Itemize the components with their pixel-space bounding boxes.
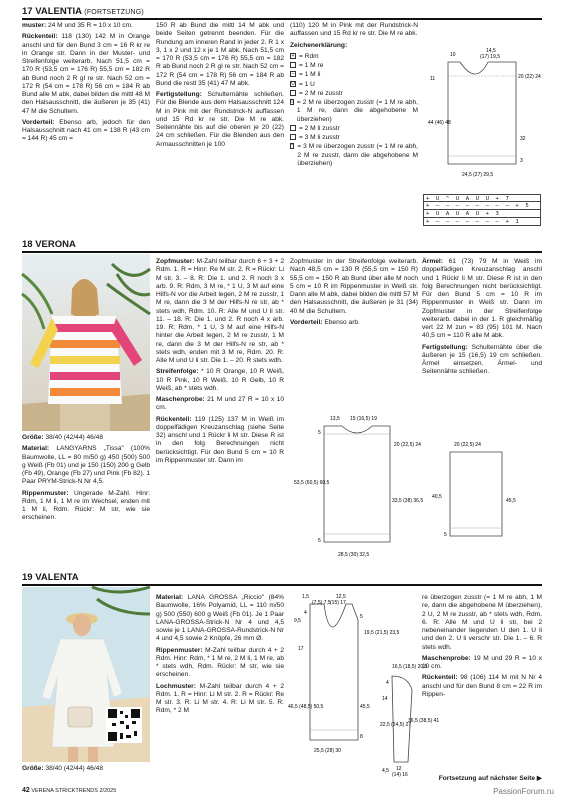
legend-text: = 2 M re überzogen zusstr (= 1 M re abh, 1 M re, dann die abgehobene M überziehen) [296,99,418,123]
sch19-e: 4 [304,610,307,616]
para-heading: Rippenmuster: [22,489,69,497]
legend-item [290,143,418,168]
sch18-f: 33,5 (38) 36,5 [392,498,424,504]
chart-row: + U ^ U A U U + 7 [423,194,541,202]
s18c1-para [22,445,150,486]
sch18-d: 20 (22,5) 24 [394,442,421,448]
para-heading: Rippenmuster: [156,646,203,654]
legend-symbol-icon [290,62,296,68]
sch18-l: 5 [444,532,447,538]
s18c2-para [156,396,284,413]
section-19-header [22,572,542,583]
para-text: Ungerade M-Zahl. Hinr: Rdm, 1 M li, 1 M re im Wechsel, enden mit 1 M li, Rdm. Rückr: M str, wie sie erscheinen. [22,489,150,522]
sch17-n9: 3 [520,158,523,164]
sch19-r: 36,5 (38,5) 41 [408,718,440,724]
sch18-g: 5 [318,538,321,544]
magazine-name: VERENA STRICKTRENDS 2/2025 [31,788,117,794]
size-value-19: 38/40 (42/44) 46/48 [43,765,104,772]
para-text: LANA GROSSA „Riccio" (84% Baumwolle, 16% Polyamid, LL = 110 m/50 g) 500 (550) 600 g Weiß (Fb 01). Je 1 Paar LANA-GROSSA-Strick-N Nr 4 und 4,5 sowie je 1 LANA-GROSSA-Rundstrick-N Nr 4 und 4,5 sowie 2 Knöpfe, 26 mm Ø. [156,594,284,643]
para-heading: Rückenteil: [422,674,458,682]
para-heading: muster: [22,22,47,29]
sch18-a: 13,5 [330,416,340,422]
section-18-header [22,239,542,250]
para-heading: Maschenprobe: [422,654,471,662]
para-text: Schulternähte über die äußeren je 15 (16,5) 19 cm schließen. Ärmel einsetzen. Ärmel- und Seitennähte schließen. [422,343,542,376]
sch19-a: 1,5 [302,594,309,600]
sch19-p: 14 [382,696,388,702]
sch19-g: 5 [360,614,363,620]
sch19-l: 8 [360,734,363,740]
s18c2-para [156,258,284,365]
para-text: 119 (125) 137 M in Weiß im doppelfädigen Kreuzanschlag (siehe Seite 32) anschl und 1 Rückr li M str. Diese R ist in den folg Berechnungen nicht berücksichtigt. Für den Bund 5 cm = 10 R im Rippenmuster str. Dann im [156,415,284,464]
sch19-k: 45,5 [360,704,370,710]
legend-symbol-icon: – [291,71,295,78]
sch19-q: 22,5 (24,5) 27 [380,722,412,728]
legend-title: Zeichenerklärung: [290,41,348,49]
sch19-n: 16,5 (18,5) 20,5 [392,664,428,670]
s19c4-para [422,594,542,652]
section-17-col2 [156,22,284,152]
footer [22,787,116,794]
section-17-subtitle: (FORTSETZUNG) [84,9,144,16]
legend-item [290,53,418,61]
section-19-title: 19 VALENTA [22,572,79,583]
para-heading: Lochmuster: [156,682,196,690]
s18c2-para [156,368,284,393]
para-text: Zopfmuster in der Streifenfolge weiterarb. Nach 48,5 cm = 130 R (55,5 cm = 150 R) 55,5 cm = 150 R ab Bund über alle M noch 5 cm = 10 R im Rippenmuster in Weiß str. Dann alle M abk, dabei bilden die mittl 57 M den Halsausschnitt, die äußeren je 31 (34) 40 M die Schultern. [290,258,418,315]
s17c2-para [156,91,284,149]
sch17-n8: 24,5 (27) 29,5 [462,172,494,178]
sch18-k: 45,5 [506,498,516,504]
para-text: 150 R ab Bund die mittl 14 M abk und beide Seiten getrennt beenden. Für die Rundung am inneren Rand in jeder 2. R 1 x 3, 1 x 2 und 12 x je 1 M abk. Nach 51,5 cm = 170 R (53,5 cm = 176 R) 55,5 cm = 182 R ab Bund noch 2 R gl re str. Nach 52 cm = 172 R (54 cm = 178 R) 56 cm = 184 R ab Bund die restl 35 (41) 47 M abk. [156,22,284,87]
section-18-col1 [22,434,150,526]
sch19-u: (14) 16 [392,772,408,778]
section-18-title: 18 VERONA [22,239,76,250]
s18c2-para [156,416,284,466]
legend-symbol-icon [290,90,296,96]
s18c1-para [22,490,150,523]
para-text: 21 M und 27 R = 10 x 10 cm. [156,396,284,412]
sch19-b: 12,5 [336,594,346,600]
s18c4-para [422,344,542,377]
section-18-rule [22,251,542,253]
legend-item [290,134,418,142]
legend-text: = 1 U [299,80,315,88]
sch19-m: 25,5 (28) 30 [314,748,341,754]
page-number: 42 [22,787,30,794]
sch19-t: 12 [396,766,402,772]
s19c2-para [156,594,284,644]
legend-symbol-icon [290,134,296,140]
para-text: Ebenso arb. [322,318,360,326]
s17c1-para [22,33,150,116]
section-18-col4 [422,258,542,380]
sch19-c: (7,5) 7,5 [312,600,331,606]
s18c3-para [290,258,418,316]
legend-text: = 2 M re zusstr [299,89,343,97]
legend-text: = Rdm [299,52,319,60]
sch18-b: 15 (16,5) 19 [350,416,377,422]
para-heading: Vorderteil: [290,318,323,326]
legend-item [290,62,418,70]
section-19-col2 [156,594,284,719]
legend-item [290,99,418,124]
para-heading: Rückenteil: [156,415,192,423]
legend-symbol-icon: \ [291,99,293,105]
legend-text: = 1 M li [299,71,321,79]
sch17-n5: 20 (22) 24 [518,74,541,80]
sch17-n1: 10 [450,52,456,58]
s19c4-para [422,674,542,699]
s19c2-para [156,647,284,680]
section-19-photo [22,587,150,762]
section-17-schematic [418,46,544,190]
legend-symbol-icon [290,125,296,131]
sch19-d: (15) 17 [330,600,346,606]
para-heading: Maschenprobe: [156,396,205,403]
s18c3-para [290,319,418,327]
para-heading: Rückenteil: [22,33,58,41]
para-text: Ebenso arb, jedoch für den Halsausschnitt nach 41 cm = 138 R (43 cm = 144 R) 45 cm = [22,118,150,143]
s17c2-para [156,22,284,88]
section-17-col3 [290,22,418,169]
section-18-col2 [156,258,284,468]
para-text: 118 (130) 142 M in Orange anschl und für den Bund 3 cm = 16 R kr re in Orange str. Dann in der Muster- und Streifenfolge weiterarb. Nach 51,5 cm = 170 R (53,5 cm = 176 R) 55,5 cm = 182 R ab Bund noch 2 R gl re str. Nach 52 cm = 172 R (54 cm = 178 R) 56 cm = 184 R ab Bund alle M abk, dabei bilden die mittl 48 M den Halsausschnitt, die äußeren je 35 (41) 47 M die Schultern. [22,33,150,115]
section-18-schematic [290,412,544,560]
s17c1-para [22,22,150,30]
s19c4-para [422,655,542,672]
section-17-rule [22,18,542,20]
chart-row: + U A U A U + 3 [423,210,541,218]
size-value-18: 38/40 (42/44) 46/48 [43,434,104,441]
sch17-n2: 14,5 [486,48,496,54]
sch18-h: 28,5 (30) 32,5 [338,552,370,558]
sch19-s: 4,5 [382,768,389,774]
section-18-photo [22,254,150,431]
legend-item [290,81,418,89]
knitting-chart [423,194,541,226]
continue-note: Fortsetzung auf nächster Seite ▶ [438,775,542,782]
section-17-col1 [22,22,150,147]
legend-text: = 3 M li zusstr [299,134,340,141]
sch18-j: 40,5 [432,494,442,500]
chart-row: + – – – – – – – – + 5 [423,202,541,210]
sch19-j: 46,5 (48,5) 50,5 [288,704,324,710]
s18c4-para [422,258,542,341]
para-heading: Material: [156,594,184,601]
legend-text: = 1 M re [299,62,324,69]
section-17-title: 17 VALENTIA [22,6,82,17]
para-heading: Fertigstellung: [422,343,468,351]
para-text: M-Zahl teilbar durch 6 + 3 + 2 Rdm. 1. R = Hinr: Re M str. 2. R = Rückr: Li M str. 3. – 8. R: Die 1. und 2. R noch 3 x arb. 9. R: Rdm, 3 M re, * 1 U, 3 M auf eine Hilfs-N vor die Arbeit legen, 2 M re zusstr, 1 M re, dann die 3 M der Hilfs-N re str, ab * stets wdh, Rdm. 10. R: Alle M und U li str. 11. – 18. R: Die 1. und 2. R noch 4 x arb. 19. R: Rdm, * 1 U, 3 M auf eine Hilfs-N hinter die Arbeit legen, 2 M re zusstr, 1 M re, dann die 3 M der Hilfs-N re str, ab * stets wdh, enden mit 3 M re, Rdm. 20. R: Alle M und U li str. Die 1. – 20. R stets wdh. [156,258,284,364]
size-label-18: Größe: [22,434,44,441]
para-heading: Streifenfolge: [156,368,199,376]
para-text: 61 (73) 79 M in Weiß im doppelfädigen Kreuzanschlag anschl und 1 Rückr li M str. Diese R ist in den folg Berechnungen nicht berücksichtigt. Für den Bund 5 cm = 10 R im Rippenmuster in Weiß str. Dann im Zopfmuster in der Streifenfolge weiterarb. dabei in der 1. R gleichmäßig vert 22 M zun = 83 (95) 101 M. Nach 40,5 cm = 110 R alle M abk. [422,258,542,340]
para-text: M-Zahl teilbar durch 4 + 2 Rdm. Hinr: Rdm, * 1 M re, 2 M li, 1 M re, ab * stets wdh, Rdm. Rückr: M str, wie sie erscheinen. [156,646,284,679]
section-19-col4 [422,594,542,702]
legend-list [290,53,418,168]
legend-text: = 2 M li zusstr [299,124,340,132]
sch17-n4: 11 [430,76,436,82]
sch19-h: 19,5 (21,5) 23,5 [364,630,400,636]
legend-symbol-icon: U [291,80,295,87]
section-19-col1 [22,765,150,776]
para-text: 24 M und 35 R = 10 x 10 cm. [46,22,133,29]
sch17-n7: 32 [520,136,526,142]
para-heading: Vorderteil: [22,118,55,126]
sch18-i: 20 (22,5) 24 [454,442,481,448]
para-text: LANGYARNS „Tissa" (100% Baumwolle, LL = 80 m/50 g) 450 (500) 500 g Weiß (Fb 01) und je 150 (150) 200 g Gelb (Fb 49), Orange (Fb 27) und Pink (Fb 82). 1 Paar PRYM-Strick-N Nr 4,5. [22,445,150,486]
legend-symbol-icon: ^ [291,143,294,150]
legend-symbol-icon: + [291,52,295,59]
legend-item [290,125,418,133]
para-text: Schulternähte schließen. Für die Blende aus dem Halsausschnitt 124 M in Pink mit der Rundstrick-N auffassen und 15 Rd kr re str. Die M re abk. Seitennähte bis auf die oberen je 20 (22) 24 cm schließen. Für die Blenden aus den Armausschnitten je 100 [156,91,284,148]
sch18-c: 5 [318,430,321,436]
sch17-n6: 44 (46) 48 [428,120,451,126]
sch19-o: 4 [386,680,389,686]
sch17-n3: (17) 19,5 [480,54,501,60]
para-heading: Material: [22,445,50,453]
para-heading: Ärmel: [422,258,443,265]
s17c1-para [22,119,150,144]
s19c2-para [156,683,284,716]
sch19-f: 9,5 [294,618,301,624]
sch19-i: 17 [298,646,304,652]
para-text: * 10 R Orange, 10 R Weiß, 10 R Pink, 10 R Weiß, 10 R Gelb, 10 R Weiß, ab * stets wdh. [156,368,284,392]
para-text: 98 (106) 114 M mit N Nr 4 anschl und für den Bund 8 cm = 22 R im Rippen- [422,674,542,698]
legend-item [290,90,418,98]
section-19-rule [22,584,542,586]
para-text: re überzogen zusstr (= 1 M re abh, 1 M re, dann die abgehobene M überziehen), 2 U, 2 M re zusstr, ab * stets wdh, Rdm. 6. R: Alle M und U li str, bei 2 nebeneinander liegenden U den 1. U li und den 2. U li verschr str. Die 1. – 6. R stets wdh. [422,594,542,651]
para-heading: Zopfmuster: [156,258,195,265]
legend-item [290,71,418,79]
para-text: 19 M und 29 R = 10 x 10 cm. [422,654,542,670]
chart-row: + – – – – – – – + 1 [423,218,541,226]
section-17-col3-text: (110) 120 M in Pink mit der Rundstrick-N auffassen und 15 Rd kr re str. Die M re abk. [290,22,418,38]
size-label-19: Größe: [22,765,44,772]
watermark: PassionForum.ru [493,787,554,796]
section-17-header [22,6,542,17]
sch18-e: 53,5 (60,5) 60,5 [294,480,330,486]
section-18-col3 [290,258,418,330]
para-heading: Fertigstellung: [156,91,202,98]
para-text: M-Zahl teilbar durch 4 + 2 Rdm. 1. R = Hinr: Li M str. 2. R = Rückr: Re M str. 3. R: Li M str. 4. R: Li M str. 5. R: Rdm, * 2 M [156,682,284,715]
legend-text: = 3 M re überzogen zusstr (= 1 M re abh, 2 M re zusstr, dann die abgehobene M überziehen) [297,143,418,167]
